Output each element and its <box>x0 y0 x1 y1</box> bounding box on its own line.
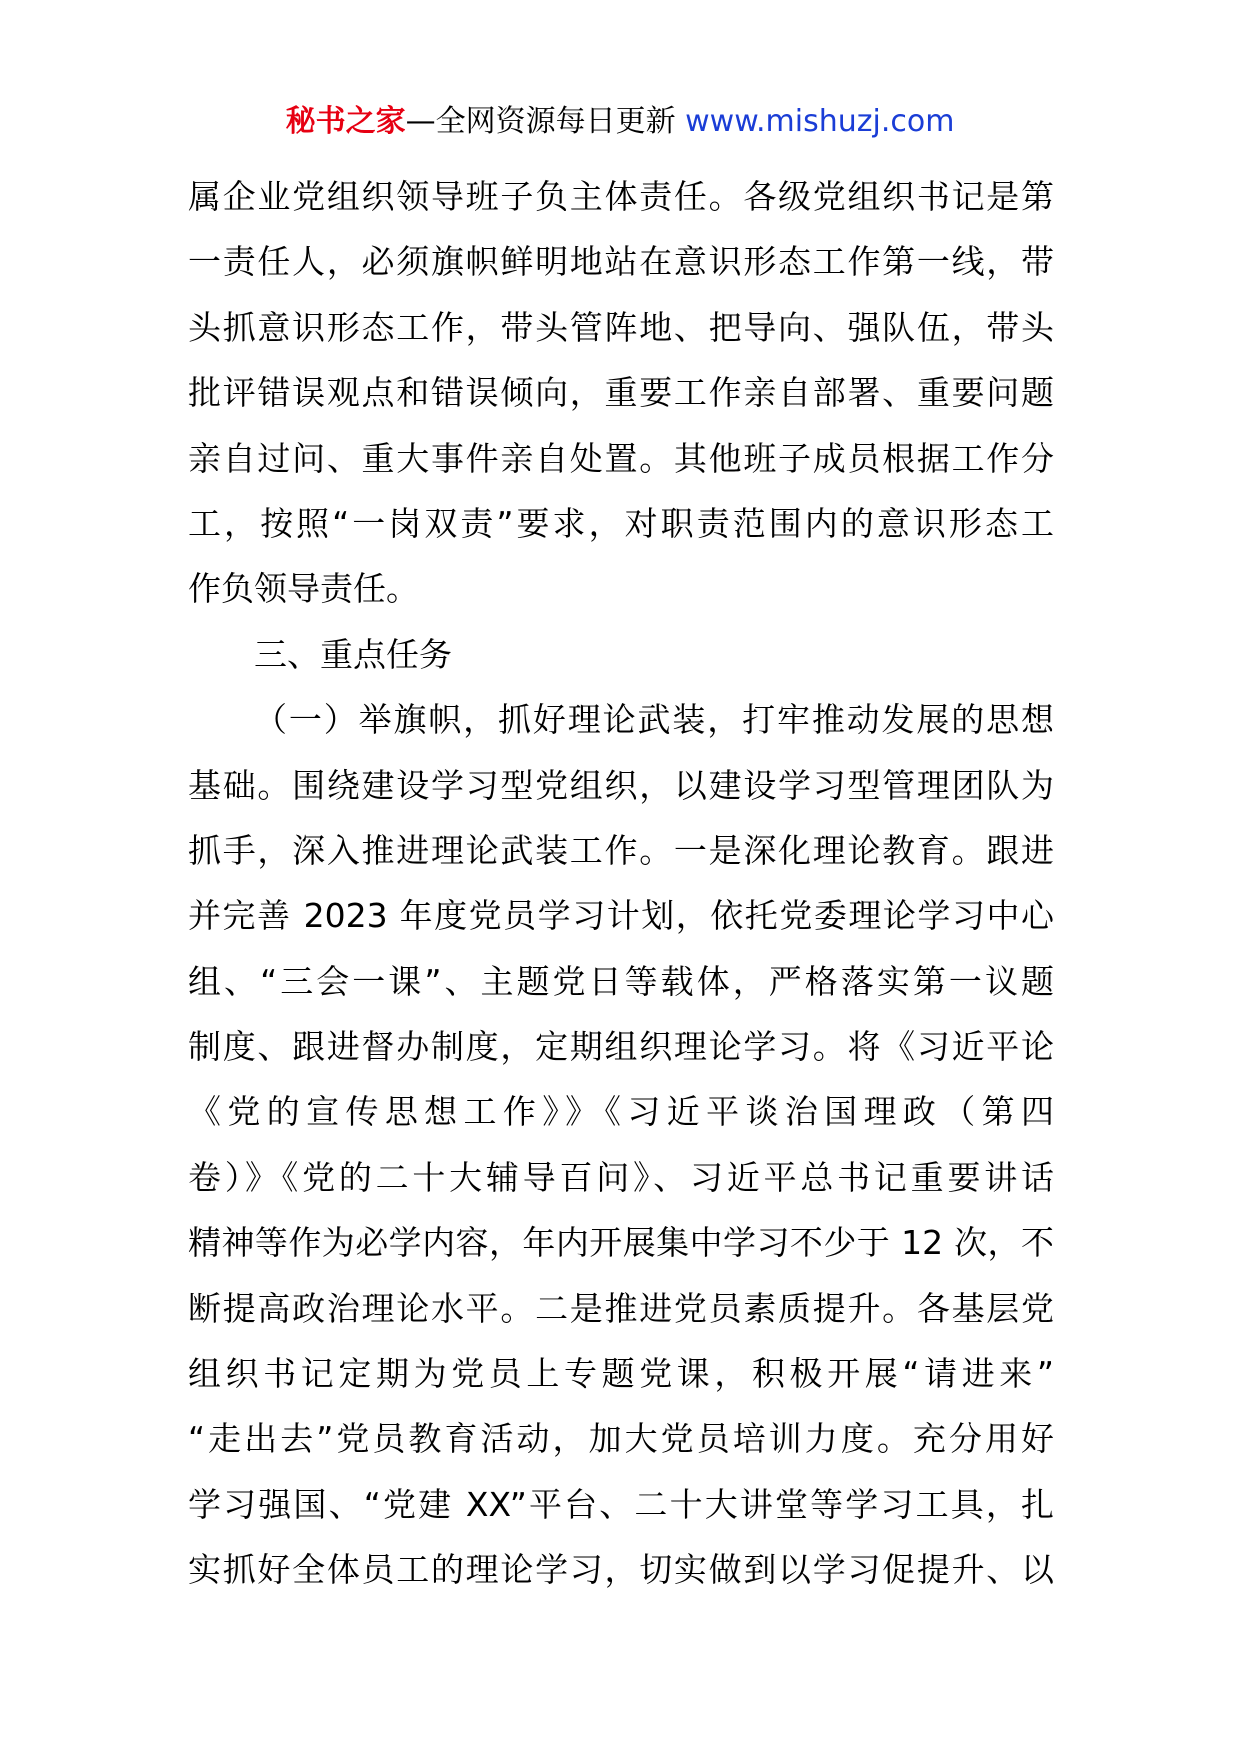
text-line: 亲自过问、重大事件亲自处置。其他班子成员根据工作分 <box>188 438 1054 478</box>
text-line: 《党的宣传思想工作》》《习近平谈治国理政（第四 <box>188 1092 1054 1132</box>
text-line: “走出去”党员教育活动，加大党员培训力度。充分用好 <box>188 1419 1054 1459</box>
text-line: 批评错误观点和错误倾向，重要工作亲自部署、重要问题 <box>188 373 1054 413</box>
text-line: 学习强国、“党建 XX”平台、二十大讲堂等学习工具，扎 <box>188 1484 1054 1524</box>
document-body <box>188 164 1054 1603</box>
text-line: 头抓意识形态工作，带头管阵地、把导向、强队伍，带头 <box>188 307 1054 347</box>
text-line: 基础。围绕建设学习型党组织，以建设学习型管理团队为 <box>188 765 1054 805</box>
header-url-link[interactable]: www.mishuzj.com <box>685 104 955 139</box>
text-line: 组、“三会一课”、主题党日等载体，严格落实第一议题 <box>188 961 1054 1001</box>
text-line: 作负领导责任。 <box>188 569 419 609</box>
subsection-heading: （一）举旗帜，抓好理论武装，打牢推动发展的思想 <box>254 700 1054 740</box>
text-line: 精神等作为必学内容，年内开展集中学习不少于 12 次，不 <box>188 1223 1054 1263</box>
text-line: 并完善 2023 年度党员学习计划，依托党委理论学习中心 <box>188 896 1054 936</box>
header-tagline: —全网资源每日更新 <box>405 104 686 139</box>
text-line: 断提高政治理论水平。二是推进党员素质提升。各基层党 <box>188 1288 1054 1328</box>
site-header <box>0 100 1240 144</box>
text-line: 组织书记定期为党员上专题党课，积极开展“请进来” <box>188 1354 1054 1394</box>
text-line: 属企业党组织领导班子负主体责任。各级党组织书记是第 <box>188 177 1054 216</box>
text-line: 制度、跟进督办制度，定期组织理论学习。将《习近平论 <box>188 1027 1054 1067</box>
text-line: 卷）》《党的二十大辅导百问》、习近平总书记重要讲话 <box>188 1157 1054 1197</box>
text-line: 抓手，深入推进理论武装工作。一是深化理论教育。跟进 <box>188 830 1054 870</box>
text-line: 工，按照“一岗双责”要求，对职责范围内的意识形态工 <box>188 503 1054 543</box>
text-line: 实抓好全体员工的理论学习，切实做到以学习促提升、以 <box>188 1550 1054 1590</box>
text-line: 一责任人，必须旗帜鲜明地站在意识形态工作第一线，带 <box>188 242 1054 282</box>
section-heading: 三、重点任务 <box>254 634 452 674</box>
header-brand: 秘书之家 <box>285 104 406 139</box>
